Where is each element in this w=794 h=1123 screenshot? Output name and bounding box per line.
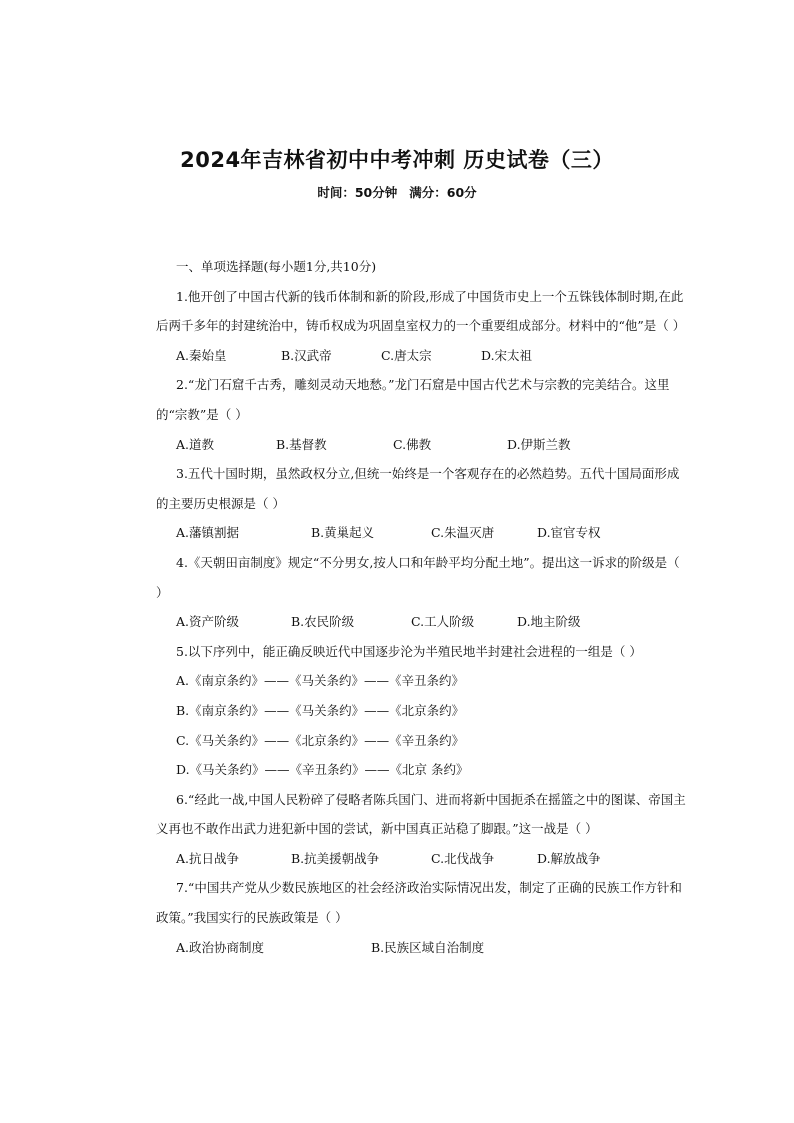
question-6-option-a[interactable]: A.抗日战争	[176, 850, 240, 866]
exam-info	[0, 183, 794, 201]
question-6-stem: 6.“经此一战,中国人民粉碎了侵略者陈兵国门、进而将新中国扼杀在摇篮之中的图谋、帝国主义再也不敢作出武力进犯新中国的尝试，新中国真正站稳了脚跟。”这一战是（ ）	[156, 791, 686, 837]
question-5-option-c[interactable]: C.《马关条约》——《北京条约》——《辛丑条约》	[176, 732, 465, 748]
question-2-option-c[interactable]: C.佛教	[393, 436, 432, 452]
question-1-option-d[interactable]: D.宋太祖	[481, 347, 533, 363]
question-1-options	[156, 341, 686, 371]
question-4-option-b[interactable]: B.农民阶级	[291, 614, 355, 630]
section-heading: 一、单项选择题(每小题1分,共10分)	[176, 259, 377, 274]
question-1-option-a[interactable]: A.秦始皇	[176, 347, 227, 363]
question-5-stem: 5.以下序列中，能正确反映近代中国逐步沦为半殖民地半封建社会进程的一组是（ ）	[176, 643, 642, 659]
question-3-option-c[interactable]: C.朱温灭唐	[431, 525, 495, 541]
question-7-option-b[interactable]: B.民族区域自治制度	[371, 939, 485, 955]
question-5-option-b[interactable]: B.《南京条约》——《马关条约》——《北京条约》	[176, 702, 465, 718]
question-7-option-a[interactable]: A.政治协商制度	[176, 939, 265, 955]
question-7-stem: 7.“中国共产党从少数民族地区的社会经济政治实际情况出发，制定了正确的民族工作方针和政策。”我国实行的民族政策是（ ）	[156, 880, 682, 926]
question-3-stem: 3.五代十国时期，虽然政权分立,但统一始终是一个客观存在的必然趋势。五代十国局面形成的主要历史根源是（ ）	[156, 466, 680, 511]
question-2-option-a[interactable]: A.道教	[176, 436, 215, 452]
question-3-option-a[interactable]: A.藩镇割据	[176, 525, 240, 541]
question-7-options	[156, 933, 686, 963]
question-2-stem: 2.“龙门石窟千古秀，雕刻灵动天地愁。”龙门石窟是中国古代艺术与宗教的完美结合。这里的“宗教”是（ ）	[156, 377, 670, 422]
question-4-options	[156, 607, 686, 637]
question-4-option-a[interactable]: A.资产阶级	[176, 614, 240, 630]
question-4-option-c[interactable]: C.工人阶级	[411, 614, 475, 630]
question-4-stem: 4.《天朝田亩制度》规定“不分男女,按人口和年龄平均分配土地”。提出这一诉求的阶级是（ ）	[156, 554, 680, 600]
question-5-option-d[interactable]: D.《马关条约》——《辛丑条约》——《北京 条约》	[176, 762, 469, 778]
question-2-option-d[interactable]: D.伊斯兰教	[507, 436, 571, 452]
question-6-option-c[interactable]: C.北伐战争	[431, 850, 495, 866]
question-5-option-a[interactable]: A.《南京条约》——《马关条约》——《辛丑条约》	[176, 673, 465, 689]
question-4-option-d[interactable]: D.地主阶级	[517, 614, 581, 630]
exam-content	[156, 252, 686, 962]
question-2-options	[156, 430, 686, 460]
question-3-option-b[interactable]: B.黄巢起义	[311, 525, 375, 541]
exam-time: 时间：50分钟	[317, 185, 398, 200]
question-1-stem: 1.他开创了中国古代新的钱币体制和新的阶段,形成了中国货市史上一个五铢钱体制时期,在此后两千多年的封建统治中，铸币权成为巩固皇室权力的一个重要组成部分。材料中的“他”是（ ）	[156, 288, 686, 334]
question-6-option-d[interactable]: D.解放战争	[537, 850, 601, 866]
question-6-options	[156, 844, 686, 874]
question-3-options	[156, 518, 686, 548]
question-1-option-c[interactable]: C.唐太宗	[381, 347, 432, 363]
exam-score: 满分：60分	[409, 185, 477, 200]
question-1-option-b[interactable]: B.汉武帝	[281, 347, 332, 363]
question-6-option-b[interactable]: B.抗美援朝战争	[291, 850, 380, 866]
question-2-option-b[interactable]: B.基督教	[276, 436, 327, 452]
question-3-option-d[interactable]: D.宦官专权	[537, 525, 601, 541]
page-title: 2024年吉林省初中中考冲刺 历史试卷（三）	[180, 148, 614, 172]
